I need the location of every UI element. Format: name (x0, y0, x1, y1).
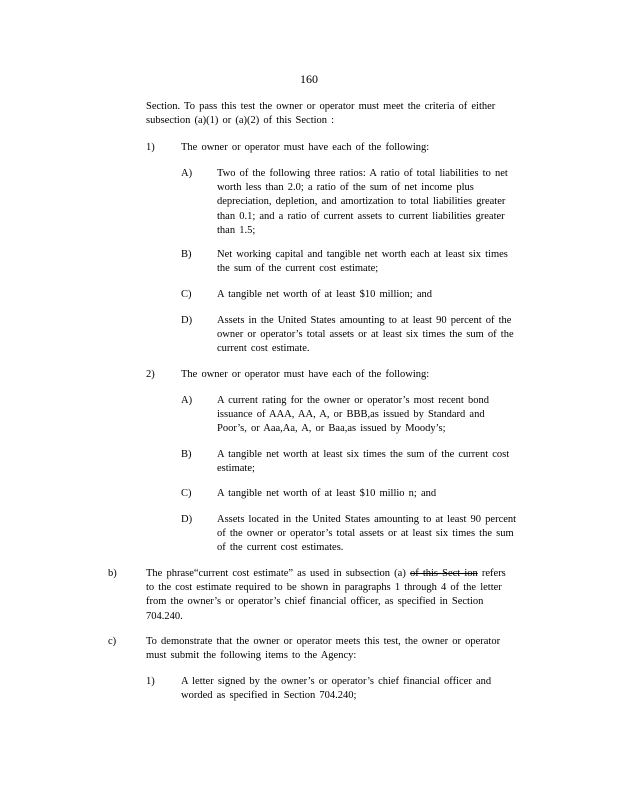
item-1b-line: the sum of the current cost estimate; (217, 263, 379, 275)
item-b-line: 704.240. (146, 610, 183, 622)
item-2d-text (217, 513, 535, 556)
item-c1-line: A letter signed by the owner’s or operator’s chief financial officer and (181, 676, 492, 687)
item-2a-line: A current rating for the owner or operator’s most recent bond (217, 395, 489, 406)
item-1b-text (217, 248, 535, 276)
item-c1-text (181, 675, 521, 703)
item-1b-label: B) (181, 249, 192, 260)
item-1d-label: D) (181, 315, 193, 326)
item-2c-line: A tangible net worth of at least $10 millio n; and (217, 488, 437, 499)
item-c-label: c) (108, 636, 117, 647)
item-2c-text (217, 487, 535, 501)
item-c-line: must submit the following items to the Agency: (146, 650, 357, 662)
item-2d-line: of the current cost estimates. (217, 542, 344, 554)
item-1-label: 1) (146, 142, 155, 153)
item-b-line: to the cost estimate required to be shown in paragraphs 1 through 4 of the letter (146, 582, 502, 594)
item-b-line: from the owner’s or operator’s chief financial officer, as specified in Section (146, 596, 484, 608)
item-2d-label: D) (181, 514, 193, 525)
item-1a-line: depreciation, depletion, and amortization to total liabilities greater (217, 196, 506, 208)
item-2a-text (217, 394, 535, 437)
item-b-text (146, 567, 526, 624)
item-2d-line: Assets located in the United States amounting to at least 90 percent (217, 514, 517, 525)
item-b-line-1-pre: The phrase“current cost estimate” as used in subsection (a) (146, 568, 406, 579)
item-c1-label: 1) (146, 676, 155, 687)
item-1a-line: worth less than 2.0; a ratio of the sum of net income plus (217, 182, 474, 194)
item-c-line: To demonstrate that the owner or operator meets this test, the owner or operator (146, 636, 501, 647)
item-2a-line: issuance of AAA, AA, A, or BBB,as issued by Standard and (217, 409, 485, 421)
item-2c-label: C) (181, 488, 192, 499)
item-1c-label: C) (181, 289, 192, 300)
item-1d-text (217, 314, 535, 357)
item-2b-label: B) (181, 449, 192, 460)
item-2b-text (217, 448, 535, 476)
item-c1-line: worded as specified in Section 704.240; (181, 690, 357, 702)
item-2d-line: of the owner or operator’s total assets or at least six times the sum (217, 528, 514, 540)
intro-line-2: subsection (a)(1) or (a)(2) of this Section : (146, 115, 335, 127)
item-2-label: 2) (146, 369, 155, 380)
item-1d-line: Assets in the United States amounting to at least 90 percent of the (217, 315, 512, 326)
item-1c-line: A tangible net worth of at least $10 million; and (217, 289, 433, 300)
item-b-line-1-post: refers (481, 568, 506, 579)
item-1a-text (217, 167, 535, 238)
item-b-label: b) (108, 568, 117, 579)
page-number: 160 (300, 72, 318, 86)
intro-line-1: Section. To pass this test the owner or operator must meet the criteria of either (146, 101, 496, 112)
item-2a-label: A) (181, 395, 193, 406)
item-2b-line: A tangible net worth at least six times the sum of the current cost (217, 449, 510, 460)
item-2-text: The owner or operator must have each of the following: (181, 369, 430, 380)
item-1d-line: owner or operator’s total assets or at least six times the sum of the (217, 329, 514, 341)
item-1a-line: Two of the following three ratios: A ratio of total liabilities to net (217, 168, 508, 179)
item-2a-line: Poor’s, or Aaa,Aa, A, or Baa,as issued by Moody’s; (217, 423, 446, 435)
item-1a-line: than 1.5; (217, 224, 256, 236)
struck-text: of this Sect ion (409, 568, 478, 579)
item-1c-text (217, 288, 535, 302)
item-1d-line: current cost estimate. (217, 343, 310, 355)
intro-paragraph (146, 100, 522, 128)
item-1a-line: than 0.1; and a ratio of current assets to current liabilities greater (217, 210, 505, 222)
item-2b-line: estimate; (217, 463, 255, 475)
item-c-text (146, 635, 526, 663)
item-b-line-1 (146, 567, 526, 581)
item-1a-label: A) (181, 168, 193, 179)
item-1b-line: Net working capital and tangible net worth each at least six times (217, 249, 508, 260)
item-1-text: The owner or operator must have each of the following: (181, 142, 430, 153)
